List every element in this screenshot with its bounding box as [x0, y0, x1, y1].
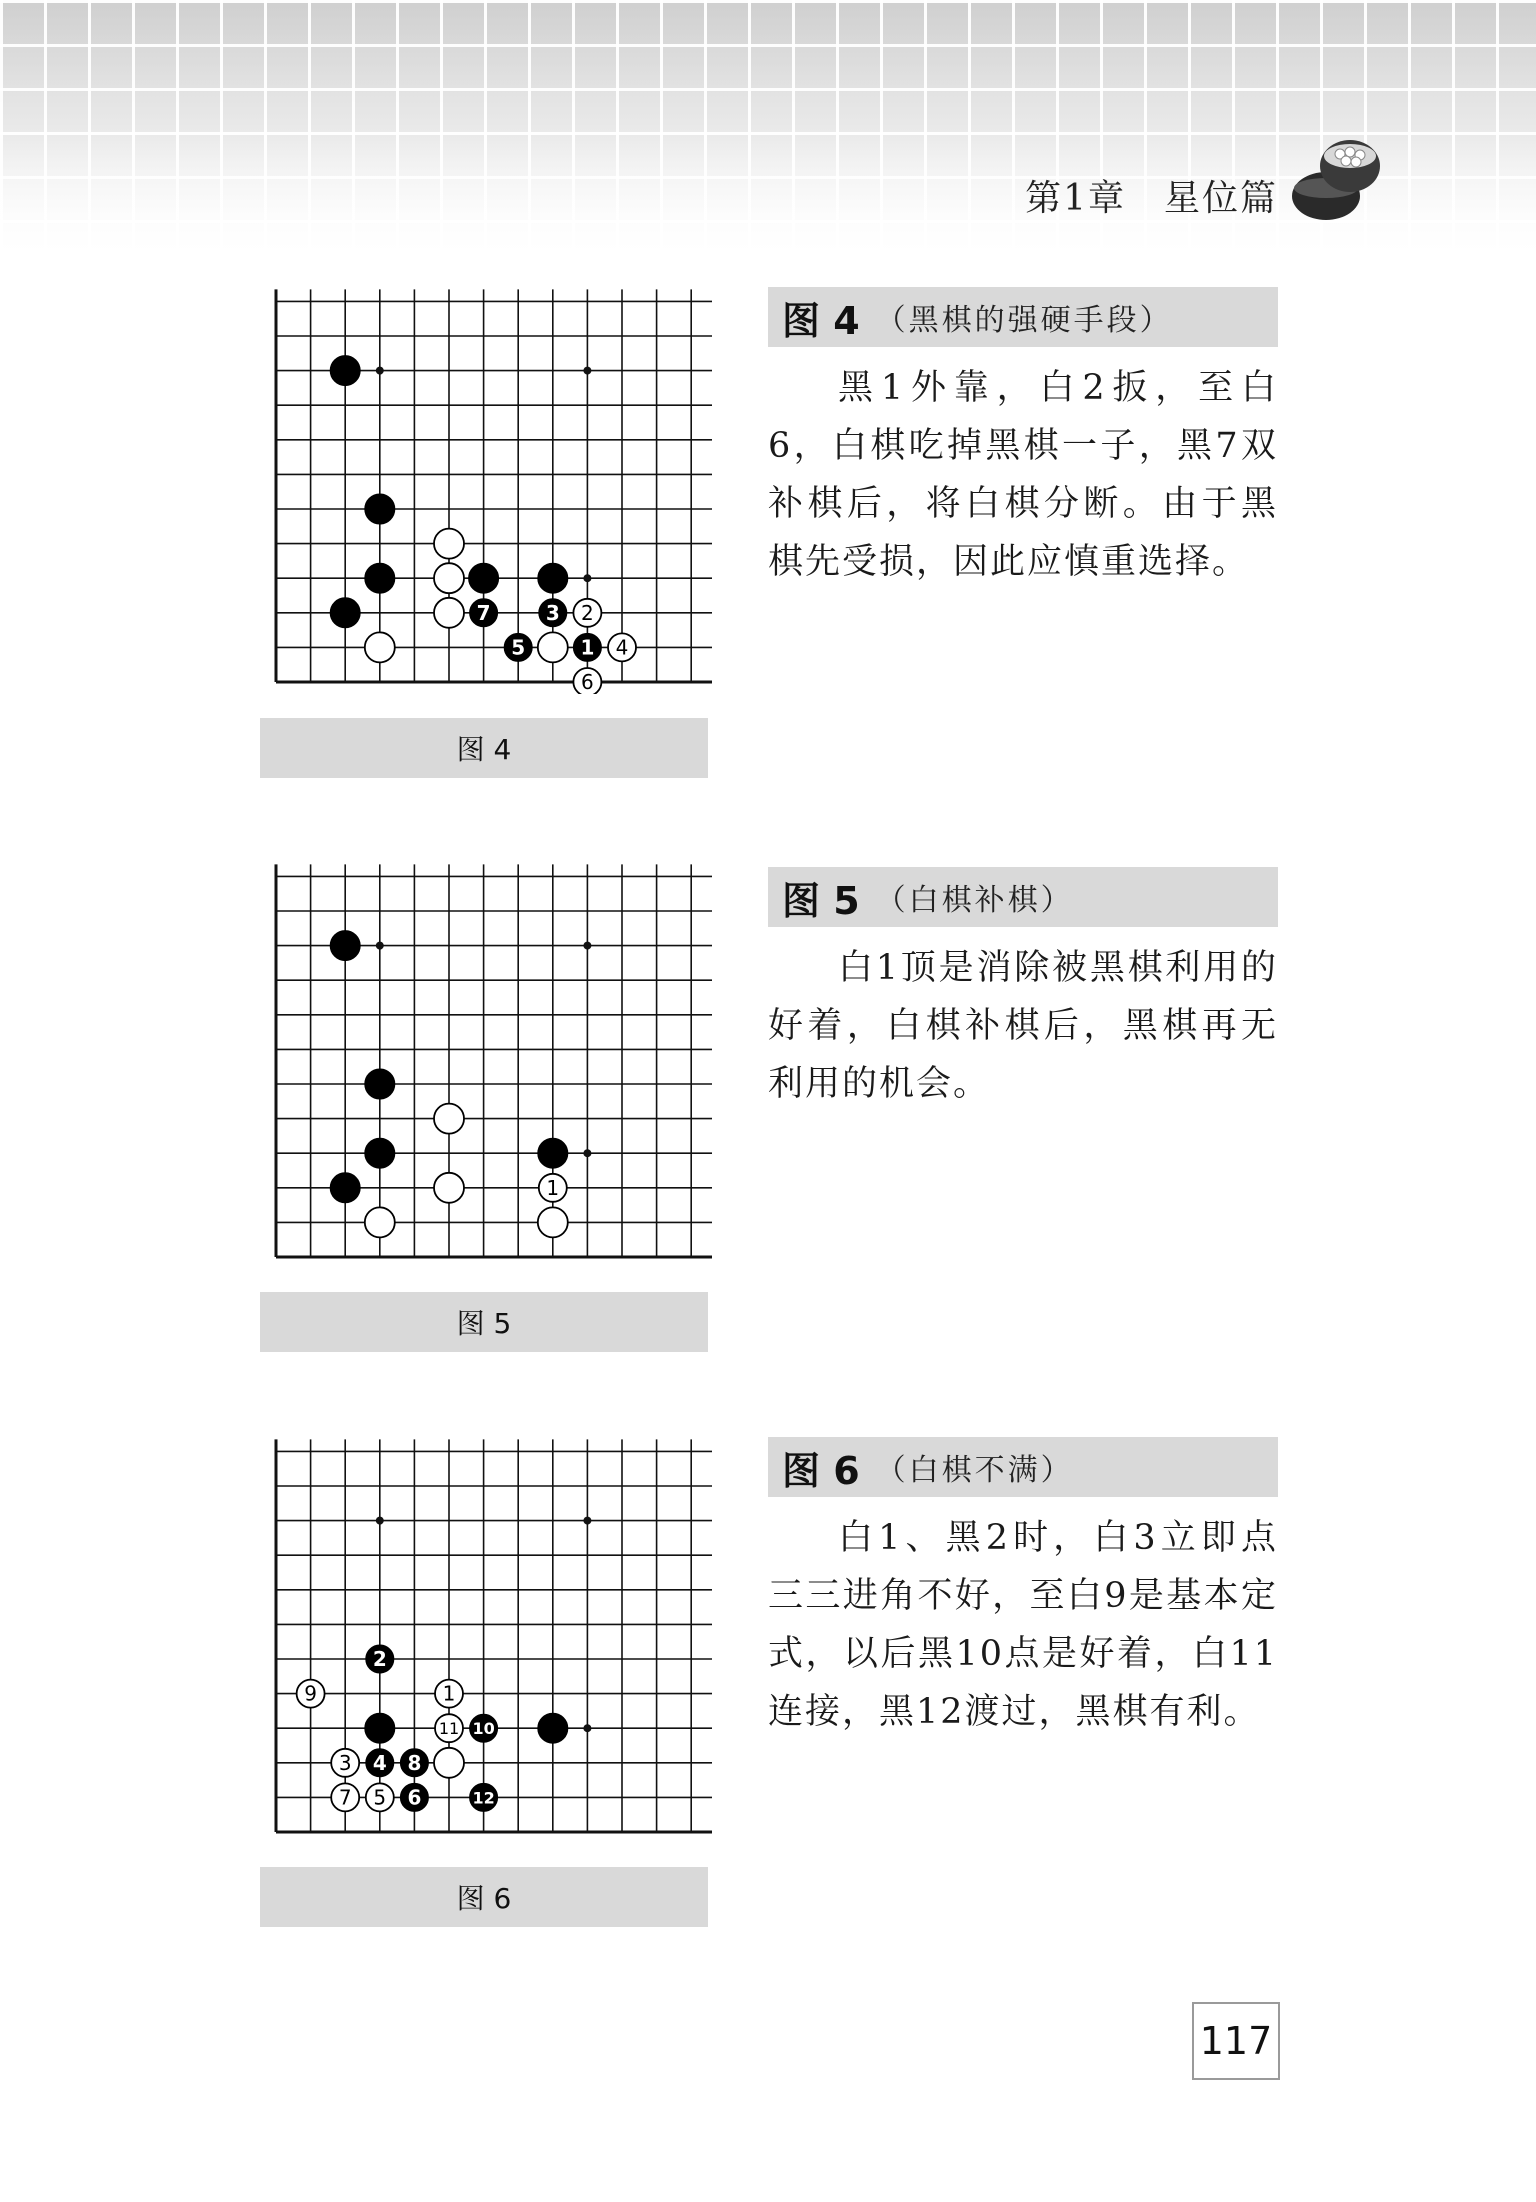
- figure-title-label: 图 4: [782, 298, 860, 343]
- stone-move-number: 3: [338, 1750, 352, 1775]
- figure-title-fig4: [768, 287, 1278, 347]
- go-board-fig4: [272, 282, 712, 694]
- stone-move-number: 3: [545, 600, 560, 625]
- black-stone: [330, 931, 360, 961]
- black-stone: [330, 356, 360, 386]
- black-stone: [330, 1173, 360, 1203]
- go-board-fig6: [272, 1432, 712, 1844]
- figure-title-fig5: [768, 867, 1278, 927]
- black-stone: [330, 598, 360, 628]
- page-number: 117: [1192, 2002, 1280, 2080]
- figure-description-fig4: 黑1外靠，白2扳，至白6，白棋吃掉黑棋一子，黑7双补棋后，将白棋分断。由于黑棋先受损，因此应慎重选择。: [768, 368, 1278, 582]
- go-board-fig5: [272, 857, 712, 1269]
- white-stone: [434, 1748, 464, 1778]
- stone-move-number: 10: [472, 1719, 495, 1739]
- white-stone: [538, 1207, 568, 1237]
- white-stone: [434, 598, 464, 628]
- stone-move-number: 7: [476, 600, 491, 625]
- black-stone: [538, 1713, 568, 1743]
- figure-description-fig6: 白1、黑2时，白3立即点三三进角不好，至白9是基本定式，以后黑10点是好着，白11连接，黑12渡过，黑棋有利。: [768, 1518, 1278, 1732]
- stone-move-number: 5: [373, 1785, 387, 1810]
- white-stone: [434, 1104, 464, 1134]
- stone-move-number: 4: [372, 1750, 387, 1775]
- stone-move-number: 1: [546, 1175, 560, 1200]
- figure-title-subtitle: （白棋补棋）: [875, 883, 1074, 918]
- figure-title-label: 图 6: [782, 1448, 860, 1493]
- stone-move-number: 6: [581, 670, 594, 694]
- star-point: [583, 1724, 591, 1732]
- white-stone: [365, 1207, 395, 1237]
- stone-move-number: 11: [438, 1719, 460, 1739]
- star-point: [583, 367, 591, 375]
- figure-title-label: 图 5: [782, 878, 860, 923]
- section-label: 星位篇: [1163, 178, 1278, 219]
- figure-description-fig5: 白1顶是消除被黑棋利用的好着，白棋补棋后，黑棋再无利用的机会。: [768, 948, 1278, 1104]
- star-point: [583, 574, 591, 582]
- stone-move-number: 2: [372, 1647, 387, 1671]
- star-point: [583, 1149, 591, 1157]
- stone-move-number: 6: [407, 1785, 422, 1810]
- star-point: [583, 1517, 591, 1525]
- figure-caption-fig6: 图 6: [260, 1867, 708, 1927]
- figure-title-subtitle: （白棋不满）: [875, 1453, 1074, 1488]
- star-point: [376, 367, 384, 375]
- black-stone: [538, 563, 568, 593]
- go-stone-bowl-icon: [1288, 132, 1392, 228]
- star-point: [376, 1517, 384, 1525]
- stone-move-number: 5: [511, 635, 526, 660]
- stone-move-number: 4: [615, 635, 629, 660]
- stone-move-number: 7: [338, 1785, 352, 1810]
- black-stone: [538, 1138, 568, 1168]
- figure-caption-fig5: 图 5: [260, 1292, 708, 1352]
- black-stone: [365, 1069, 395, 1099]
- white-stone: [365, 632, 395, 662]
- white-stone: [538, 632, 568, 662]
- black-stone: [365, 494, 395, 524]
- white-stone: [434, 529, 464, 559]
- running-head: [1025, 170, 1278, 221]
- black-stone: [365, 1138, 395, 1168]
- black-stone: [365, 563, 395, 593]
- chapter-label: 第1章: [1025, 178, 1126, 219]
- stone-move-number: 2: [581, 600, 594, 625]
- black-stone: [365, 1713, 395, 1743]
- star-point: [583, 942, 591, 950]
- figure-title-fig6: [768, 1437, 1278, 1497]
- stone-move-number: 8: [407, 1750, 422, 1775]
- stone-move-number: 12: [472, 1788, 495, 1808]
- white-stone: [434, 1173, 464, 1203]
- stone-move-number: 9: [304, 1681, 317, 1706]
- figure-title-subtitle: （黑棋的强硬手段）: [875, 303, 1173, 338]
- figure-caption-fig4: 图 4: [260, 718, 708, 778]
- stone-move-number: 1: [580, 635, 595, 660]
- black-stone: [469, 563, 499, 593]
- star-point: [376, 942, 384, 950]
- white-stone: [434, 563, 464, 593]
- stone-move-number: 1: [442, 1681, 456, 1706]
